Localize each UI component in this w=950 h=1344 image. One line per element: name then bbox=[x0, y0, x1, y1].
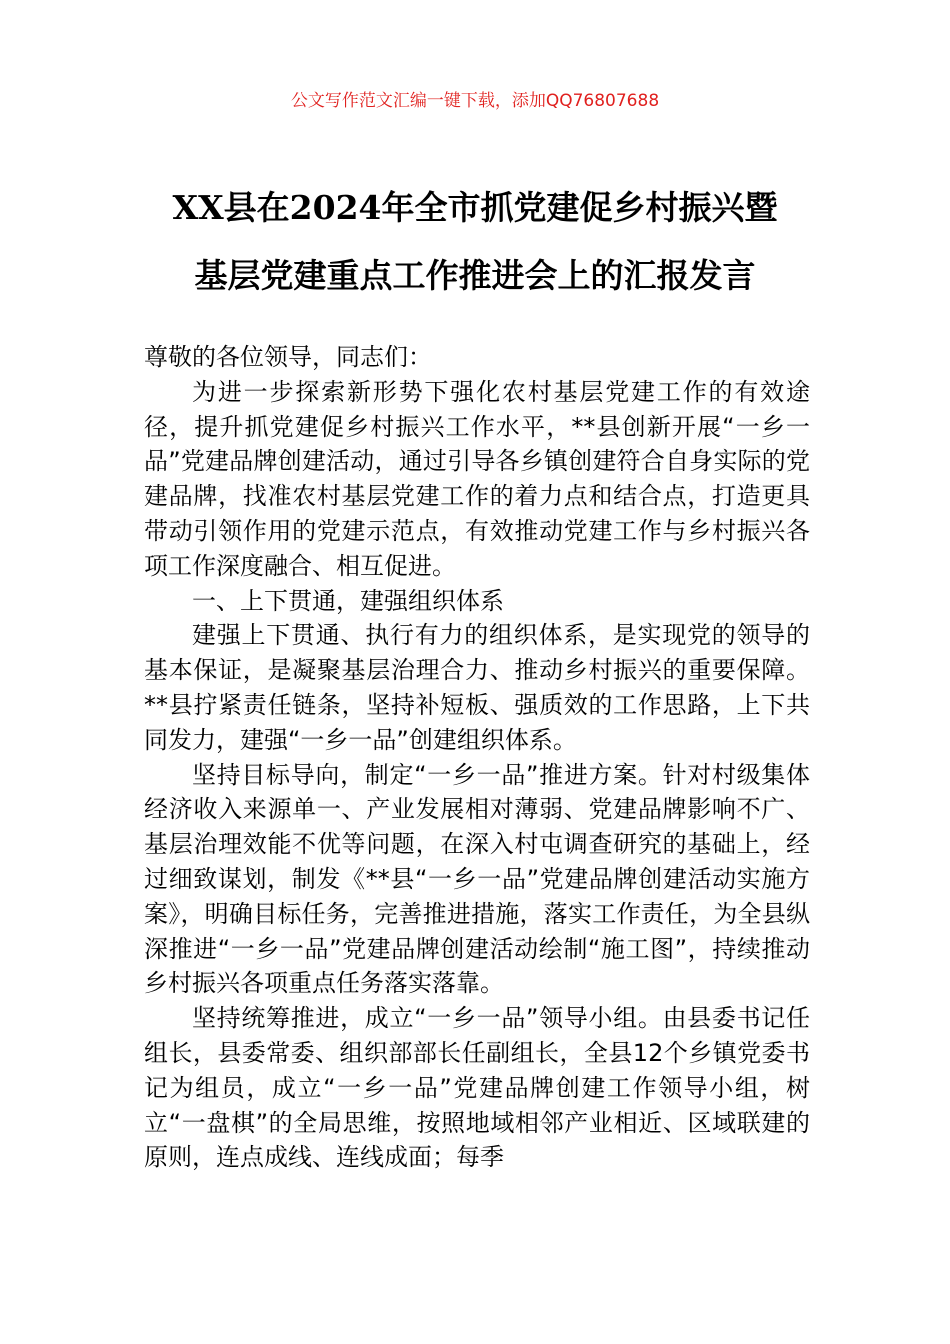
section-heading-1: 一、上下贯通，建强组织体系 bbox=[192, 586, 504, 615]
paragraph: 坚持统筹推进，成立“一乡一品”领导小组。由县委书记任组长，县委常委、组织部部长任副组长，全县12个乡镇党委书记为组员，成立“一乡一品”党建品牌创建工作领导小组，树立“一盘棋”的全局思维，按照地域相邻产业相近、区域联建的原则，连点成线、连线成面；每季 bbox=[144, 1004, 810, 1172]
paragraph: 坚持目标导向，制定“一乡一品”推进方案。针对村级集体经济收入来源单一、产业发展相对薄弱、党建品牌影响不广、基层治理效能不优等问题，在深入村屯调查研究的基础上，经过细致谋划，制发《**县“一乡一品”党建品牌创建活动实施方案》，明确目标任务，完善推进措施，落实工作责任，为全县纵深推进“一乡一品”党建品牌创建活动绘制“施工图”，持续推动乡村振兴各项重点任务落实落靠。 bbox=[144, 760, 810, 998]
document-title-line-1: XX县在2024年全市抓党建促乡村振兴暨 bbox=[172, 188, 778, 227]
document-title-line-2: 基层党建重点工作推进会上的汇报发言 bbox=[194, 256, 756, 295]
document-body bbox=[144, 340, 810, 1175]
salutation: 尊敬的各位领导，同志们： bbox=[144, 343, 432, 371]
paragraph-intro: 为进一步探索新形势下强化农村基层党建工作的有效途径，提升抓党建促乡村振兴工作水平，**县创新开展“一乡一品”党建品牌创建活动，通过引导各乡镇创建符合自身实际的党建品牌，找准农村基层党建工作的着力点和结合点，打造更具带动引领作用的党建示范点，有效推动党建工作与乡村振兴各项工作深度融合、相互促进。 bbox=[144, 377, 810, 580]
download-banner: 公文写作范文汇编一键下载，添加QQ76807688 bbox=[290, 91, 660, 111]
paragraph: 建强上下贯通、执行有力的组织体系，是实现党的领导的基本保证，是凝聚基层治理合力、推动乡村振兴的重要保障。**县拧紧责任链条，坚持补短板、强质效的工作思路，上下共同发力，建强“一乡一品”创建组织体系。 bbox=[144, 621, 810, 754]
